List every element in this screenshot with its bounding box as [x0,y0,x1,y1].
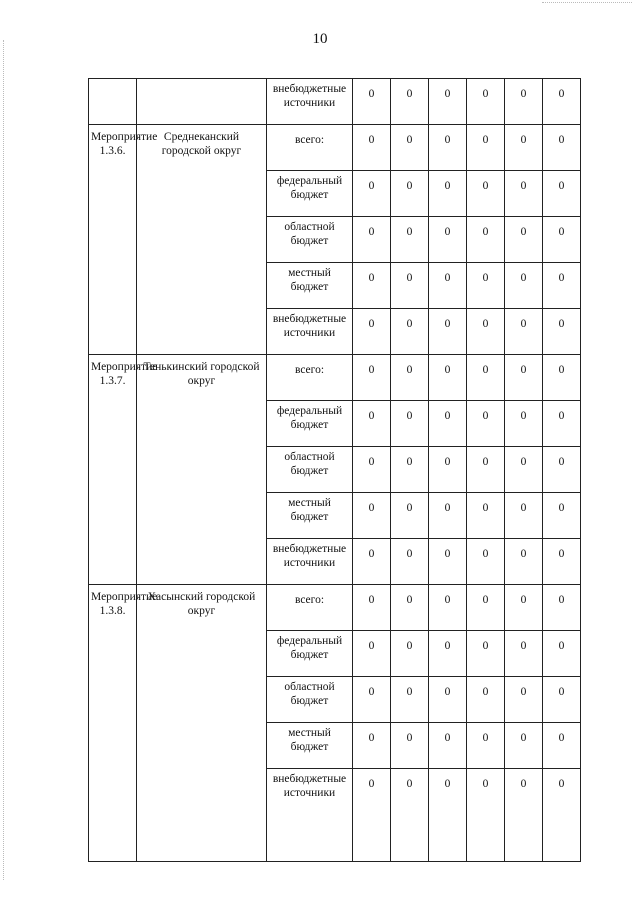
funding-source-cell: всего: [267,355,353,401]
funding-source-cell: областной бюджет [267,217,353,263]
value-cell: 0 [505,125,543,171]
funding-source-cell: федеральный бюджет [267,631,353,677]
value-cell: 0 [505,355,543,401]
value-cell: 0 [543,125,581,171]
value-cell: 0 [391,171,429,217]
value-cell: 0 [543,769,581,862]
scan-edge-mark [542,2,632,3]
value-cell: 0 [391,769,429,862]
value-cell: 0 [543,677,581,723]
value-cell: 0 [505,769,543,862]
value-cell: 0 [429,631,467,677]
value-cell: 0 [353,79,391,125]
value-cell: 0 [505,631,543,677]
value-cell: 0 [391,355,429,401]
value-cell: 0 [543,401,581,447]
funding-source-cell: областной бюджет [267,447,353,493]
value-cell: 0 [353,723,391,769]
value-cell: 0 [353,631,391,677]
table-row [89,79,581,125]
value-cell: 0 [429,447,467,493]
value-cell: 0 [391,401,429,447]
funding-source-cell: всего: [267,585,353,631]
value-cell: 0 [391,539,429,585]
value-cell: 0 [543,447,581,493]
value-cell: 0 [429,171,467,217]
value-cell: 0 [467,401,505,447]
value-cell: 0 [391,125,429,171]
value-cell: 0 [467,447,505,493]
value-cell: 0 [505,493,543,539]
value-cell: 0 [391,493,429,539]
event-cell: Мероприятие 1.3.6. [89,125,137,355]
funding-source-cell: местный бюджет [267,493,353,539]
value-cell: 0 [429,263,467,309]
value-cell: 0 [391,631,429,677]
table-row [89,355,581,401]
value-cell: 0 [543,723,581,769]
value-cell: 0 [467,539,505,585]
value-cell: 0 [505,171,543,217]
event-cell: Мероприятие 1.3.7. [89,355,137,585]
value-cell: 0 [429,217,467,263]
value-cell: 0 [467,585,505,631]
value-cell: 0 [467,263,505,309]
value-cell: 0 [391,447,429,493]
value-cell: 0 [353,309,391,355]
funding-source-cell: внебюджетные источники [267,309,353,355]
value-cell: 0 [353,585,391,631]
value-cell: 0 [467,309,505,355]
value-cell: 0 [467,171,505,217]
value-cell: 0 [429,585,467,631]
value-cell: 0 [505,539,543,585]
value-cell: 0 [429,125,467,171]
funding-source-cell: всего: [267,125,353,171]
value-cell: 0 [467,355,505,401]
value-cell: 0 [543,217,581,263]
value-cell: 0 [353,447,391,493]
event-cell [89,79,137,125]
funding-table [88,78,581,862]
value-cell: 0 [505,677,543,723]
value-cell: 0 [543,355,581,401]
scan-margin-mark [3,40,6,880]
value-cell: 0 [353,493,391,539]
municipality-cell: Хасынский городской округ [137,585,267,862]
funding-source-cell: местный бюджет [267,723,353,769]
value-cell: 0 [543,171,581,217]
value-cell: 0 [467,677,505,723]
value-cell: 0 [353,263,391,309]
value-cell: 0 [391,677,429,723]
funding-source-cell: федеральный бюджет [267,401,353,447]
value-cell: 0 [353,125,391,171]
value-cell: 0 [353,401,391,447]
value-cell: 0 [467,769,505,862]
value-cell: 0 [543,585,581,631]
value-cell: 0 [429,723,467,769]
funding-source-cell: внебюджетные источники [267,769,353,862]
value-cell: 0 [429,539,467,585]
value-cell: 0 [505,263,543,309]
value-cell: 0 [391,723,429,769]
funding-source-cell: федеральный бюджет [267,171,353,217]
value-cell: 0 [543,79,581,125]
value-cell: 0 [467,493,505,539]
value-cell: 0 [467,79,505,125]
value-cell: 0 [505,217,543,263]
funding-source-cell: местный бюджет [267,263,353,309]
value-cell: 0 [391,217,429,263]
value-cell: 0 [353,171,391,217]
table-row [89,585,581,631]
municipality-cell [137,79,267,125]
funding-source-cell: внебюджетные источники [267,539,353,585]
value-cell: 0 [353,769,391,862]
value-cell: 0 [505,447,543,493]
value-cell: 0 [505,585,543,631]
value-cell: 0 [391,585,429,631]
value-cell: 0 [429,309,467,355]
value-cell: 0 [467,631,505,677]
funding-source-cell: внебюджетные источники [267,79,353,125]
value-cell: 0 [429,355,467,401]
value-cell: 0 [429,79,467,125]
value-cell: 0 [543,263,581,309]
value-cell: 0 [505,723,543,769]
value-cell: 0 [353,217,391,263]
value-cell: 0 [505,79,543,125]
value-cell: 0 [543,309,581,355]
value-cell: 0 [429,493,467,539]
value-cell: 0 [391,79,429,125]
value-cell: 0 [505,309,543,355]
value-cell: 0 [467,217,505,263]
value-cell: 0 [429,401,467,447]
value-cell: 0 [543,539,581,585]
value-cell: 0 [429,769,467,862]
value-cell: 0 [353,355,391,401]
funding-source-cell: областной бюджет [267,677,353,723]
table-body [89,79,581,862]
value-cell: 0 [467,125,505,171]
table-row [89,125,581,171]
value-cell: 0 [543,493,581,539]
value-cell: 0 [353,677,391,723]
value-cell: 0 [353,539,391,585]
value-cell: 0 [429,677,467,723]
municipality-cell: Среднеканский городской округ [137,125,267,355]
page-number: 10 [312,31,328,47]
value-cell: 0 [391,309,429,355]
value-cell: 0 [467,723,505,769]
value-cell: 0 [505,401,543,447]
municipality-cell: Тенькинский городской округ [137,355,267,585]
value-cell: 0 [391,263,429,309]
value-cell: 0 [543,631,581,677]
event-cell: Мероприятие 1.3.8. [89,585,137,862]
